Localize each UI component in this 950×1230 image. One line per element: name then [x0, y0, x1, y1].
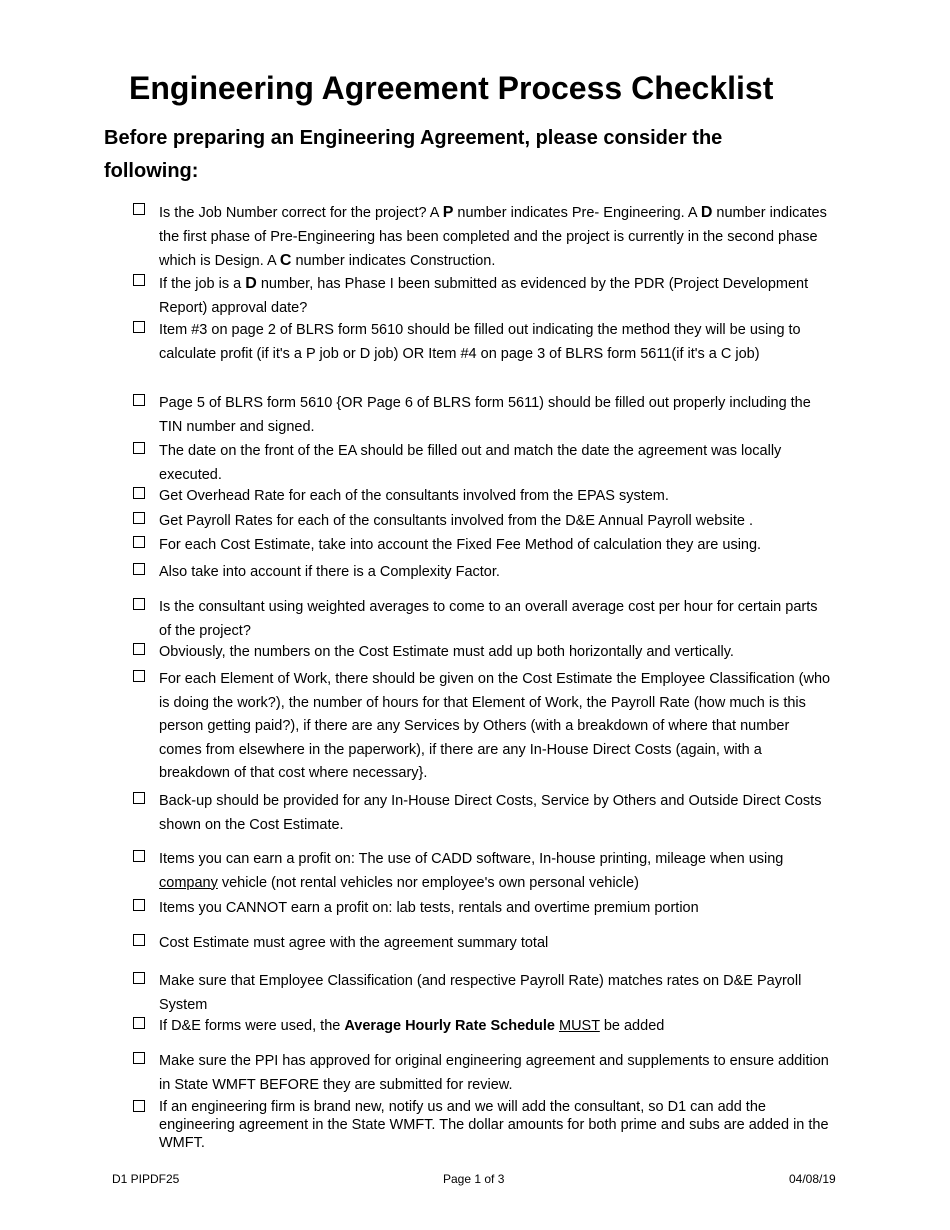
- item-text: For each Element of Work, there should be given on the Cost Estimate the Employee Classification (who is doing the work?), the number of hours for that Element of Work, the Payroll Rate (how much is this person getting paid?), if there are any Services by Others (with a breakdown of where that number comes from elsewhere in the paperwork), if there are any In-House Direct Costs (again, with a breakdown of that cost where necessary}.: [159, 671, 831, 781]
- page-title: Engineering Agreement Process Checklist: [129, 70, 774, 106]
- item-text: The date on the front of the EA should be filled out and match the date the agreement was locally executed.: [159, 443, 782, 483]
- checkbox[interactable]: [133, 394, 145, 406]
- item-text: Make sure the PPI has approved for original engineering agreement and supplements to ensure addition in State WMFT BEFORE they are submitted for review.: [159, 1053, 829, 1093]
- footer-date: 04/08/19: [789, 1172, 836, 1186]
- item-text: Also take into account if there is a Complexity Factor.: [159, 564, 500, 580]
- footer-doc-id: D1 PIPDF25: [112, 1172, 180, 1186]
- item-text: Cost Estimate must agree with the agreement summary total: [159, 935, 549, 951]
- checkbox[interactable]: [133, 1052, 145, 1064]
- checkbox[interactable]: [133, 203, 145, 215]
- checkbox[interactable]: [133, 899, 145, 911]
- item-text: For each Cost Estimate, take into account the Fixed Fee Method of calculation they are using.: [159, 537, 762, 553]
- checkbox[interactable]: [133, 598, 145, 610]
- checkbox[interactable]: [133, 512, 145, 524]
- item-text: Is the consultant using weighted averages to come to an overall average cost per hour for certain parts of the project?: [159, 599, 818, 639]
- item-text: Is the Job Number correct for the project? A P number indicates Pre- Engineering. A D number indicates the first phase of Pre-Engineering has been completed and the project is currently in the second phase which is Design. A C number indicates Construction.: [159, 204, 827, 269]
- item-text: Obviously, the numbers on the Cost Estimate must add up both horizontally and vertically.: [159, 644, 734, 660]
- item-text: Item #3 on page 2 of BLRS form 5610 should be filled out indicating the method they will be using to calculate profit (if it's a P job or D job) OR Item #4 on page 3 of BLRS form 5611(if it's a C job): [159, 322, 801, 362]
- item-text: Items you CANNOT earn a profit on: lab tests, rentals and overtime premium portion: [159, 900, 699, 916]
- item-text: Get Payroll Rates for each of the consultants involved from the D&E Annual Payroll website .: [159, 513, 753, 529]
- item-text: If an engineering firm is brand new, notify us and we will add the consultant, so D1 can add the engineering agreement in the State WMFT. The dollar amounts for both prime and subs are added in the WMFT.: [159, 1099, 829, 1151]
- checkbox[interactable]: [133, 643, 145, 655]
- checkbox[interactable]: [133, 972, 145, 984]
- item-text: Get Overhead Rate for each of the consultants involved from the EPAS system.: [159, 488, 669, 504]
- checkbox[interactable]: [133, 563, 145, 575]
- item-text: If the job is a D number, has Phase I been submitted as evidenced by the PDR (Project Development Report) approval date?: [159, 275, 809, 316]
- checkbox[interactable]: [133, 670, 145, 682]
- checkbox[interactable]: [133, 536, 145, 548]
- checkbox[interactable]: [133, 850, 145, 862]
- footer-page-number: Page 1 of 3: [443, 1172, 505, 1186]
- checkbox[interactable]: [133, 321, 145, 333]
- checkbox[interactable]: [133, 792, 145, 804]
- page-subtitle: Before preparing an Engineering Agreement, please consider the following:: [104, 127, 723, 182]
- checkbox[interactable]: [133, 487, 145, 499]
- item-text: If D&E forms were used, the Average Hourly Rate Schedule MUST be added: [159, 1018, 665, 1034]
- checkbox[interactable]: [133, 274, 145, 286]
- item-text: Page 5 of BLRS form 5610 {OR Page 6 of BLRS form 5611) should be filled out properly including the TIN number and signed.: [159, 395, 811, 435]
- checkbox[interactable]: [133, 934, 145, 946]
- checkbox[interactable]: [133, 1100, 145, 1112]
- item-text: Back-up should be provided for any In-House Direct Costs, Service by Others and Outside Direct Costs shown on the Cost Estimate.: [159, 793, 822, 833]
- item-text: Items you can earn a profit on: The use of CADD software, In-house printing, mileage when using company vehicle (not rental vehicles nor employee's own personal vehicle): [159, 851, 784, 891]
- checkbox[interactable]: [133, 1017, 145, 1029]
- checkbox[interactable]: [133, 442, 145, 454]
- item-text: Make sure that Employee Classification (and respective Payroll Rate) matches rates on D&E Payroll System: [159, 973, 802, 1013]
